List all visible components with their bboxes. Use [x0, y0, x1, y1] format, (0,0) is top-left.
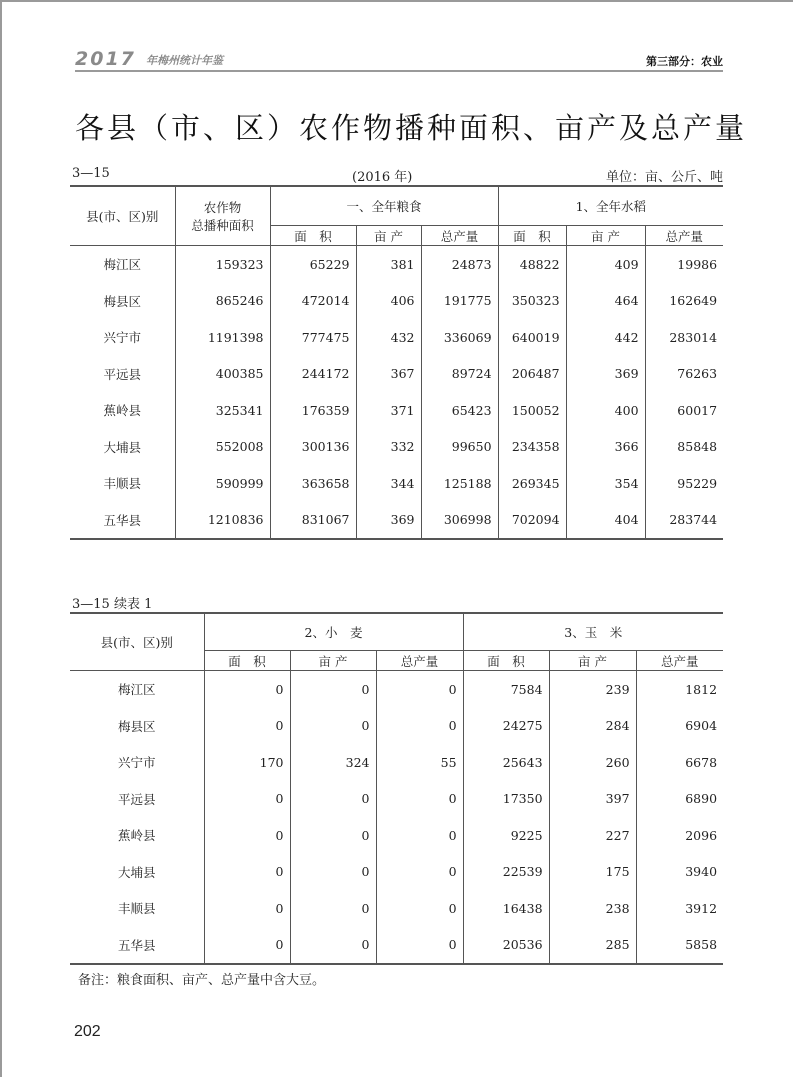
table-cell: 55: [376, 744, 463, 781]
total-sown-header-line1: 农作物: [203, 200, 242, 215]
table-cell: 170: [204, 744, 290, 781]
table-cell: 0: [204, 854, 290, 891]
table-cell: 16438: [463, 890, 549, 927]
table-row: [70, 319, 723, 356]
table-cell: 350323: [498, 283, 566, 320]
table-cell: 404: [566, 502, 645, 540]
running-header: [75, 48, 723, 72]
table-cell: 464: [566, 283, 645, 320]
table-year: (2016 年): [352, 170, 413, 185]
table-cell: 269345: [498, 465, 566, 502]
wheat-group-header: 2、小 麦: [204, 613, 463, 651]
sub-header: 亩 产: [356, 226, 421, 246]
region-header: 县(市、区)别: [100, 635, 173, 650]
total-sown-header-line2: 总播种面积: [191, 218, 254, 233]
table-cell: 0: [376, 927, 463, 965]
crop-table-main: [70, 185, 723, 540]
page-number: 202: [74, 1023, 101, 1040]
page-edge: [0, 0, 793, 2]
table-cell: 206487: [498, 356, 566, 393]
table-continuation-caption: 3—15 续表 1: [72, 597, 153, 612]
table-cell: 285: [549, 927, 636, 965]
table-cell: 9225: [463, 817, 549, 854]
table-cell: 324: [290, 744, 376, 781]
sub-header: 总产量: [421, 226, 498, 246]
region-name: 丰顺县: [103, 476, 141, 492]
table-cell: 0: [376, 781, 463, 818]
rice-group-header: 1、全年水稻: [498, 186, 723, 226]
header-rule: [75, 70, 723, 72]
table-cell: 0: [204, 927, 290, 965]
table-cell: 400: [566, 392, 645, 429]
table-cell: 19986: [645, 246, 723, 283]
table-cell: 99650: [421, 429, 498, 466]
region-name: 平远县: [103, 366, 141, 382]
table-cell: 85848: [645, 429, 723, 466]
table-cell: 7584: [463, 671, 549, 708]
table-cell: 24873: [421, 246, 498, 283]
table-cell: 0: [290, 781, 376, 818]
region-name: 蕉岭县: [117, 828, 156, 844]
table-cell: 552008: [175, 429, 270, 466]
table-row: [70, 781, 723, 818]
table-cell: 176359: [270, 392, 356, 429]
table-cell: 777475: [270, 319, 356, 356]
table-cell: 363658: [270, 465, 356, 502]
table-cell: 442: [566, 319, 645, 356]
table-cell: 234358: [498, 429, 566, 466]
table-cell: 89724: [421, 356, 498, 393]
region-name: 大埔县: [117, 864, 156, 880]
region-name: 大埔县: [103, 439, 141, 455]
table-cell: 284: [549, 708, 636, 745]
table-cell: 702094: [498, 502, 566, 540]
table-cell: 260: [549, 744, 636, 781]
table-cell: 238: [549, 890, 636, 927]
table-unit: 单位：亩、公斤、吨: [605, 170, 723, 185]
table-cell: 175: [549, 854, 636, 891]
table-cell: 366: [566, 429, 645, 466]
table-cell: 354: [566, 465, 645, 502]
table-cell: 0: [204, 890, 290, 927]
sub-header: 面 积: [270, 226, 356, 246]
table-cell: 60017: [645, 392, 723, 429]
table-cell: 191775: [421, 283, 498, 320]
grain-group-header: 一、全年粮食: [270, 186, 498, 226]
table-cell: 1210836: [175, 502, 270, 540]
yearbook-year: 2017: [75, 48, 136, 70]
region-name: 五华县: [117, 937, 156, 953]
table-cell: 306998: [421, 502, 498, 540]
table-row: [70, 927, 723, 965]
table-cell: 432: [356, 319, 421, 356]
table-id: 3—15: [72, 166, 110, 181]
corn-group-header: 3、玉 米: [463, 613, 723, 651]
table-cell: 590999: [175, 465, 270, 502]
table-cell: 0: [290, 708, 376, 745]
region-name: 兴宁市: [103, 330, 141, 346]
page-title: 各县（市、区）农作物播种面积、亩产及总产量: [75, 111, 748, 145]
table-row: [70, 465, 723, 502]
table-cell: 381: [356, 246, 421, 283]
table-row: [70, 283, 723, 320]
table-cell: 3940: [636, 854, 723, 891]
sub-header: 亩 产: [290, 651, 376, 671]
region-name: 平远县: [117, 791, 156, 807]
sub-header: 亩 产: [566, 226, 645, 246]
table-cell: 300136: [270, 429, 356, 466]
table-cell: 369: [566, 356, 645, 393]
table-cell: 0: [376, 708, 463, 745]
table-cell: 283744: [645, 502, 723, 540]
table-row: [70, 429, 723, 466]
table-cell: 95229: [645, 465, 723, 502]
table-cell: 371: [356, 392, 421, 429]
table-cell: 409: [566, 246, 645, 283]
region-name: 蕉岭县: [103, 403, 141, 419]
table-cell: 0: [376, 890, 463, 927]
table-cell: 239: [549, 671, 636, 708]
table-cell: 0: [204, 671, 290, 708]
table-cell: 865246: [175, 283, 270, 320]
footnote: 备注：粮食面积、亩产、总产量中含大豆。: [78, 973, 326, 988]
table-row: [70, 744, 723, 781]
table-cell: 367: [356, 356, 421, 393]
table-cell: 1812: [636, 671, 723, 708]
table-cell: 0: [290, 890, 376, 927]
table-cell: 0: [204, 708, 290, 745]
table-row: [70, 671, 723, 708]
crop-table-continued: [70, 612, 723, 965]
table-cell: 22539: [463, 854, 549, 891]
region-name: 梅县区: [103, 293, 141, 309]
table-cell: 162649: [645, 283, 723, 320]
table-cell: 65423: [421, 392, 498, 429]
table-cell: 0: [376, 671, 463, 708]
table-cell: 831067: [270, 502, 356, 540]
region-name: 梅县区: [117, 718, 156, 734]
sub-header: 面 积: [463, 651, 549, 671]
table-cell: 159323: [175, 246, 270, 283]
table-cell: 0: [290, 817, 376, 854]
region-name: 梅江区: [103, 257, 141, 273]
sub-header: 面 积: [204, 651, 290, 671]
table-cell: 6904: [636, 708, 723, 745]
table-row: [70, 817, 723, 854]
sub-header: 总产量: [636, 651, 723, 671]
table-cell: 472014: [270, 283, 356, 320]
region-name: 兴宁市: [117, 755, 156, 771]
table-cell: 640019: [498, 319, 566, 356]
table-cell: 369: [356, 502, 421, 540]
table-cell: 6890: [636, 781, 723, 818]
sub-header: 总产量: [645, 226, 723, 246]
table-cell: 48822: [498, 246, 566, 283]
table-row: [70, 854, 723, 891]
section-label: 第三部分：农业: [646, 55, 723, 68]
sub-header: 面 积: [498, 226, 566, 246]
table-cell: 283014: [645, 319, 723, 356]
table-row: [70, 502, 723, 540]
region-name: 梅江区: [117, 682, 156, 698]
table-cell: 150052: [498, 392, 566, 429]
table-cell: 344: [356, 465, 421, 502]
table-cell: 20536: [463, 927, 549, 965]
table-cell: 76263: [645, 356, 723, 393]
table-cell: 1191398: [175, 319, 270, 356]
table-cell: 3912: [636, 890, 723, 927]
table-cell: 6678: [636, 744, 723, 781]
region-name: 丰顺县: [117, 901, 156, 917]
table-row: [70, 246, 723, 283]
table-cell: 25643: [463, 744, 549, 781]
table-cell: 0: [290, 854, 376, 891]
region-header: 县(市、区)别: [86, 209, 159, 224]
table-row: [70, 392, 723, 429]
page-edge: [0, 0, 2, 1077]
table-cell: 325341: [175, 392, 270, 429]
table-cell: 244172: [270, 356, 356, 393]
table-row: [70, 356, 723, 393]
table-cell: 0: [204, 817, 290, 854]
table-cell: 2096: [636, 817, 723, 854]
table-cell: 400385: [175, 356, 270, 393]
table-cell: 0: [376, 817, 463, 854]
table-cell: 406: [356, 283, 421, 320]
total-sown-header: [175, 186, 270, 246]
table-cell: 0: [204, 781, 290, 818]
sub-header: 总产量: [376, 651, 463, 671]
table-cell: 0: [290, 927, 376, 965]
region-name: 五华县: [103, 512, 141, 528]
table-cell: 125188: [421, 465, 498, 502]
table-cell: 336069: [421, 319, 498, 356]
table-cell: 0: [376, 854, 463, 891]
table-cell: 65229: [270, 246, 356, 283]
table-row: [70, 708, 723, 745]
table-cell: 227: [549, 817, 636, 854]
table-cell: 17350: [463, 781, 549, 818]
table-cell: 5858: [636, 927, 723, 965]
table-cell: 397: [549, 781, 636, 818]
table-row: [70, 890, 723, 927]
sub-header: 亩 产: [549, 651, 636, 671]
table-cell: 24275: [463, 708, 549, 745]
table-cell: 332: [356, 429, 421, 466]
yearbook-name: 年梅州统计年鉴: [146, 54, 223, 67]
table-cell: 0: [290, 671, 376, 708]
